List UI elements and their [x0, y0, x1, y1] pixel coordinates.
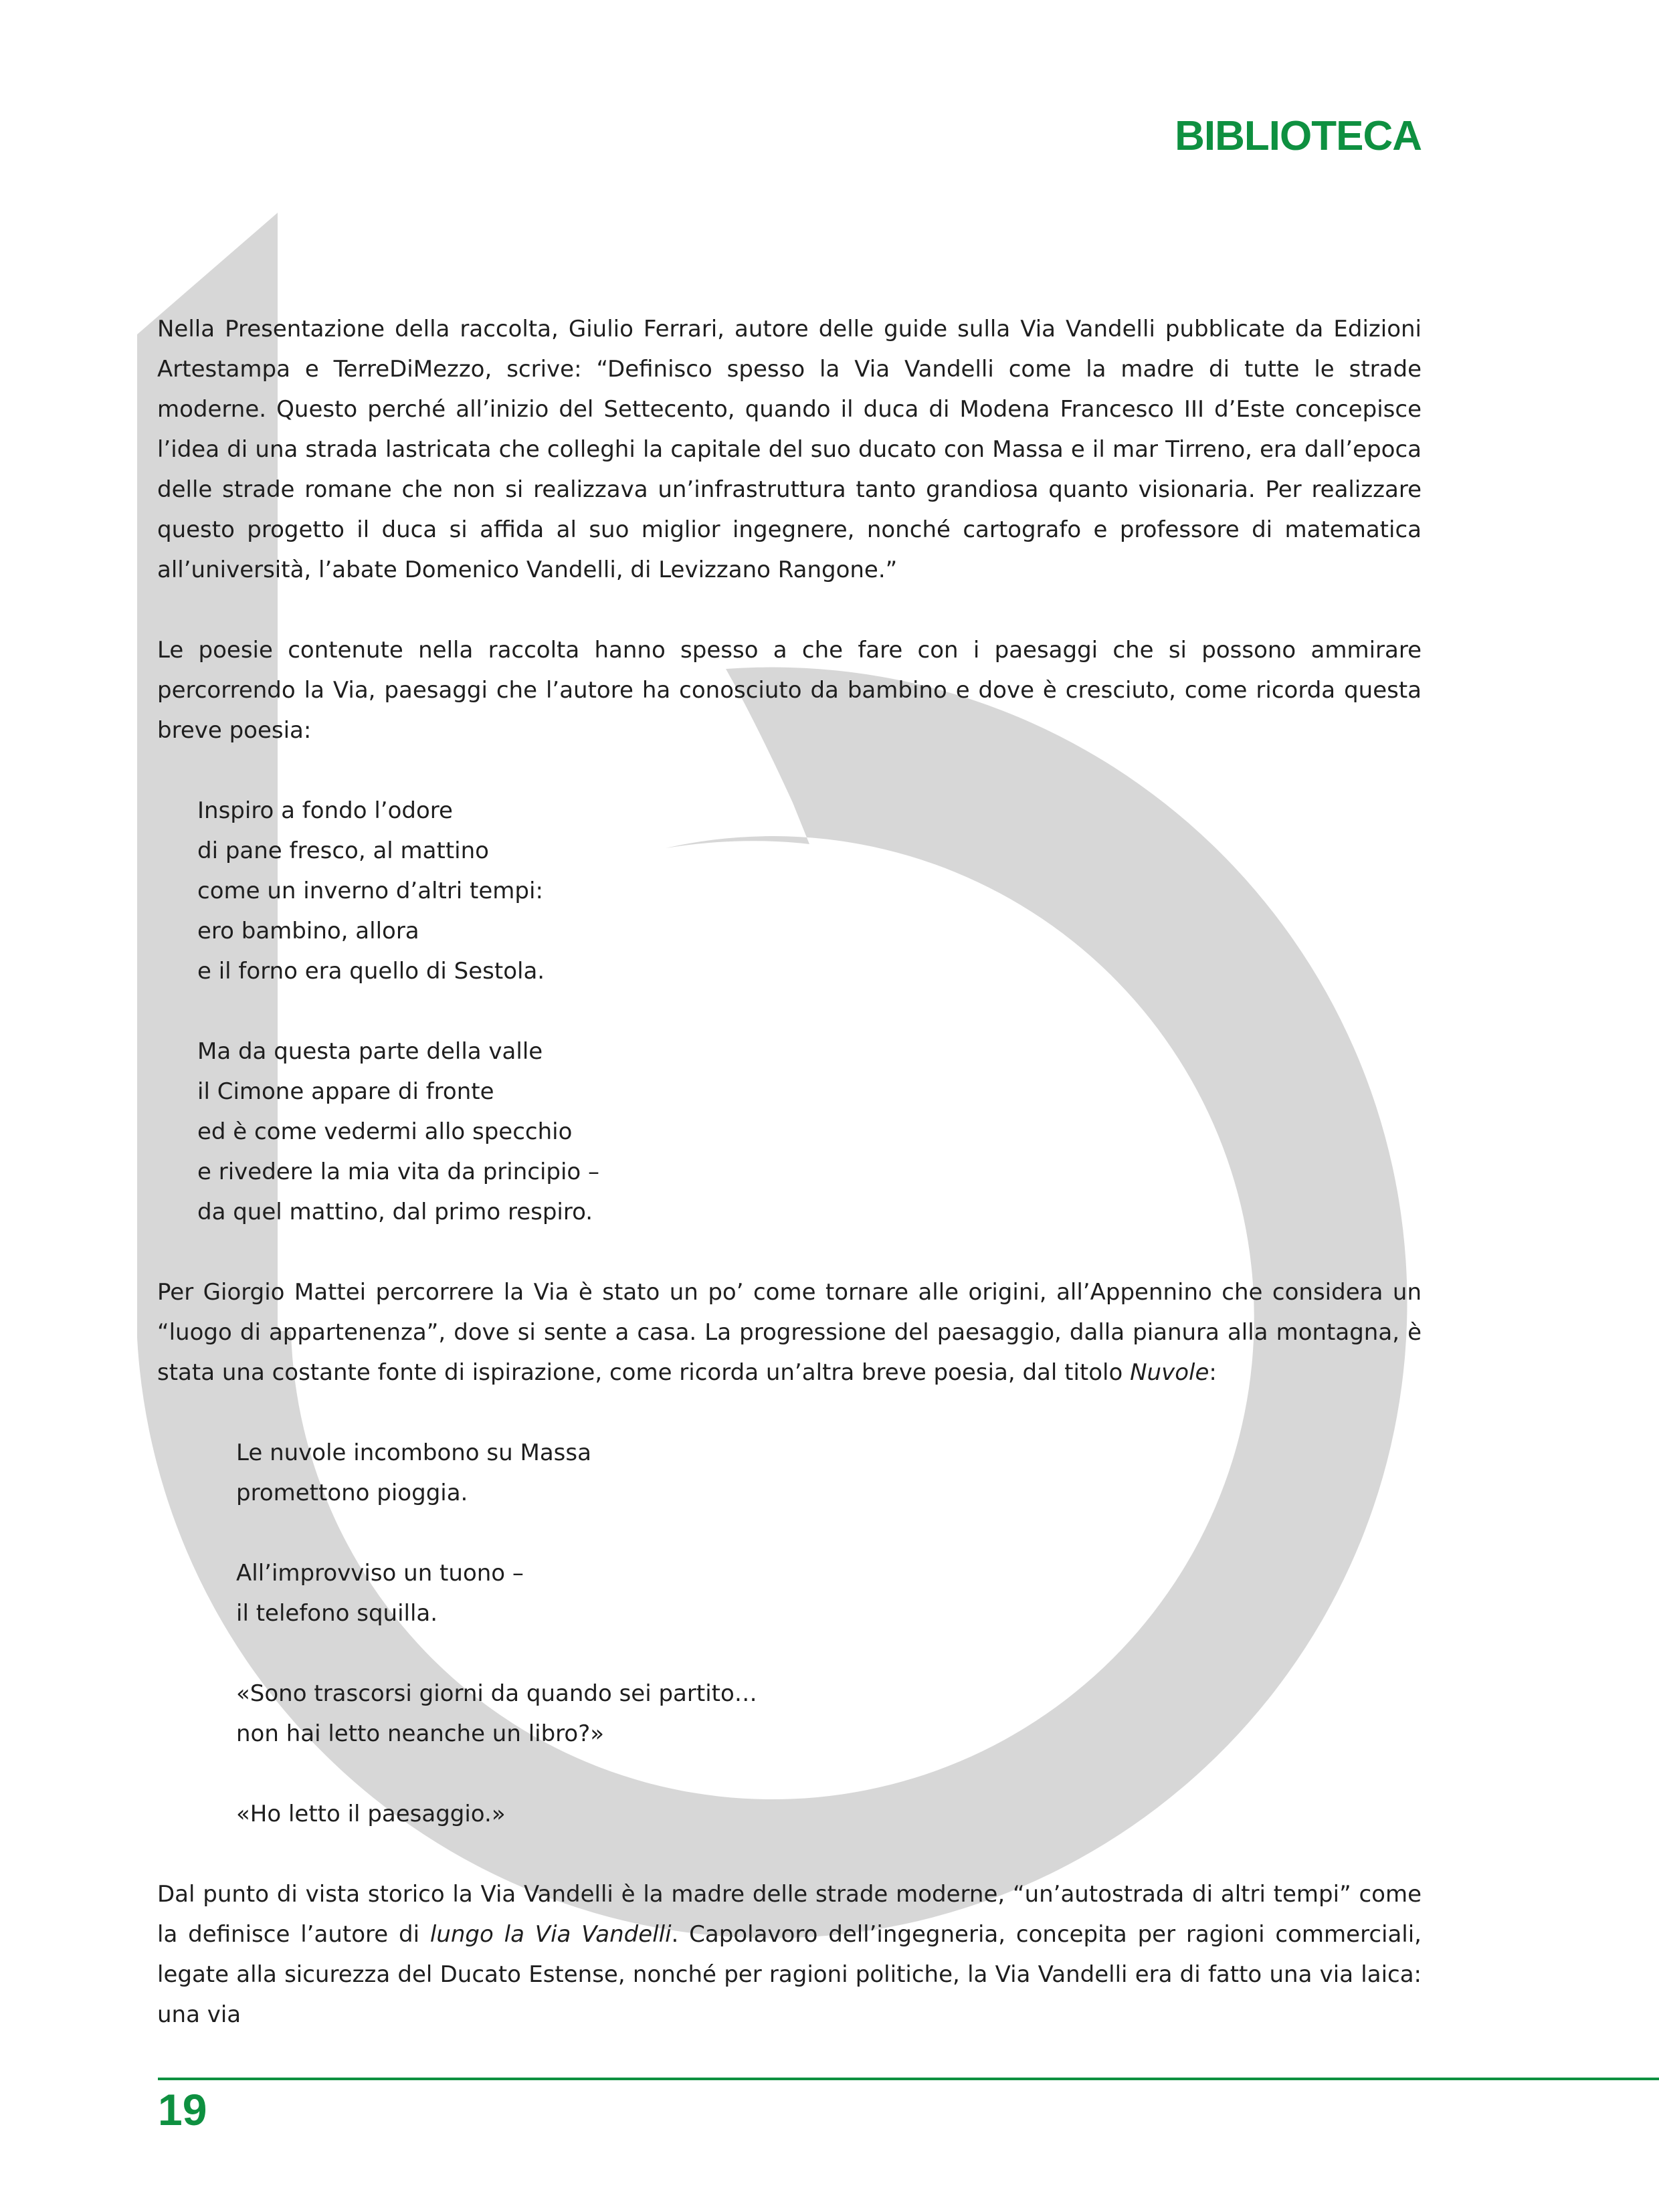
poem-first — [157, 791, 1422, 1232]
paragraph-history — [157, 1874, 1422, 2035]
paragraph-origins-end: : — [1209, 1359, 1217, 1386]
poem-line: come un inverno d’altri tempi: — [197, 878, 543, 904]
poem-line: il telefono squilla. — [236, 1600, 438, 1627]
poem-line: «Ho letto il paesaggio.» — [236, 1801, 506, 1827]
poem-stanza — [197, 1031, 1422, 1232]
poem-line: Le nuvole incombono su Massa — [236, 1439, 591, 1466]
poem-stanza — [236, 1794, 1422, 1834]
poem-line: non hai letto neanche un libro?» — [236, 1720, 605, 1747]
paragraph-history-before: Dal punto di vista storico la Via Vandelli è la madre delle strade moderne, “un’autostrada di altri tempi” come la definisce l’autore di — [157, 1881, 1422, 1948]
poem-line: e rivedere la mia vita da principio – — [197, 1159, 600, 1185]
poem-line: Inspiro a fondo l’odore — [197, 797, 453, 824]
article-body — [157, 309, 1422, 2035]
paragraph-history-after: . Capolavoro dell’ingegneria, concepita per ragioni commerciali, legate alla sicurezza del Ducato Estense, nonché per ragioni politiche, la Via Vandelli era di fatto una via laica: una via — [157, 1921, 1422, 2028]
poem-line: e il forno era quello di Sestola. — [197, 958, 545, 985]
poem-nuvole — [157, 1433, 1422, 1834]
poem-stanza — [236, 1674, 1422, 1754]
book-title: lungo la Via Vandelli — [429, 1921, 672, 1948]
section-title: BIBLIOTECA — [1175, 113, 1422, 159]
poem-line: di pane fresco, al mattino — [197, 837, 489, 864]
poem-stanza — [236, 1553, 1422, 1633]
poem-title: Nuvole — [1130, 1359, 1209, 1386]
paragraph-landscapes: Le poesie contenute nella raccolta hanno spesso a che fare con i paesaggi che si possono ammirare percorrendo la Via, paesaggi che l’autore ha conosciuto da bambino e dove è cresciuto, come ricorda questa breve poesia: — [157, 637, 1422, 744]
poem-line: All’improvviso un tuono – — [236, 1560, 524, 1587]
paragraph-origins-text: Per Giorgio Mattei percorrere la Via è stato un po’ come tornare alle origini, all’Appennino che considera un “luogo di appartenenza”, dove si sente a casa. La progressione del paesaggio, dalla pianura alla montagna, è stata una costante fonte di ispirazione, come ricorda un’altra breve poesia, dal titolo — [157, 1279, 1422, 1386]
paragraph-presentation: Nella Presentazione della raccolta, Giulio Ferrari, autore delle guide sulla Via Vandelli pubblicate da Edizioni Artestampa e TerreDiMezzo, scrive: “Definisco spesso la Via Vandelli come la madre di tutte le strade moderne. Questo perché all’inizio del Settecento, quando il duca di Modena Francesco III d’Este concepisce l’idea di una strada lastricata che colleghi la capitale del suo ducato con Massa e il mar Tirreno, era dall’epoca delle strade romane che non si realizzava un’infrastruttura tanto grandiosa quanto visionaria. Per realizzare questo progetto il duca si affida al suo miglior ingegnere, nonché cartografo e professore di matematica all’università, l’abate Domenico Vandelli, di Levizzano Rangone.” — [157, 316, 1422, 583]
poem-line: ed è come vedermi allo specchio — [197, 1118, 573, 1145]
poem-stanza — [236, 1433, 1422, 1513]
poem-line: promettono pioggia. — [236, 1480, 468, 1506]
footer-divider — [158, 2078, 1659, 2080]
poem-stanza — [197, 791, 1422, 991]
poem-line: ero bambino, allora — [197, 918, 419, 944]
poem-line: «Sono trascorsi giorni da quando sei partito… — [236, 1680, 757, 1707]
paragraph-origins — [157, 1272, 1422, 1393]
poem-line: da quel mattino, dal primo respiro. — [197, 1199, 593, 1225]
poem-line: Ma da questa parte della valle — [197, 1038, 543, 1065]
page-number: 19 — [158, 2085, 207, 2134]
poem-line: il Cimone appare di fronte — [197, 1078, 494, 1105]
